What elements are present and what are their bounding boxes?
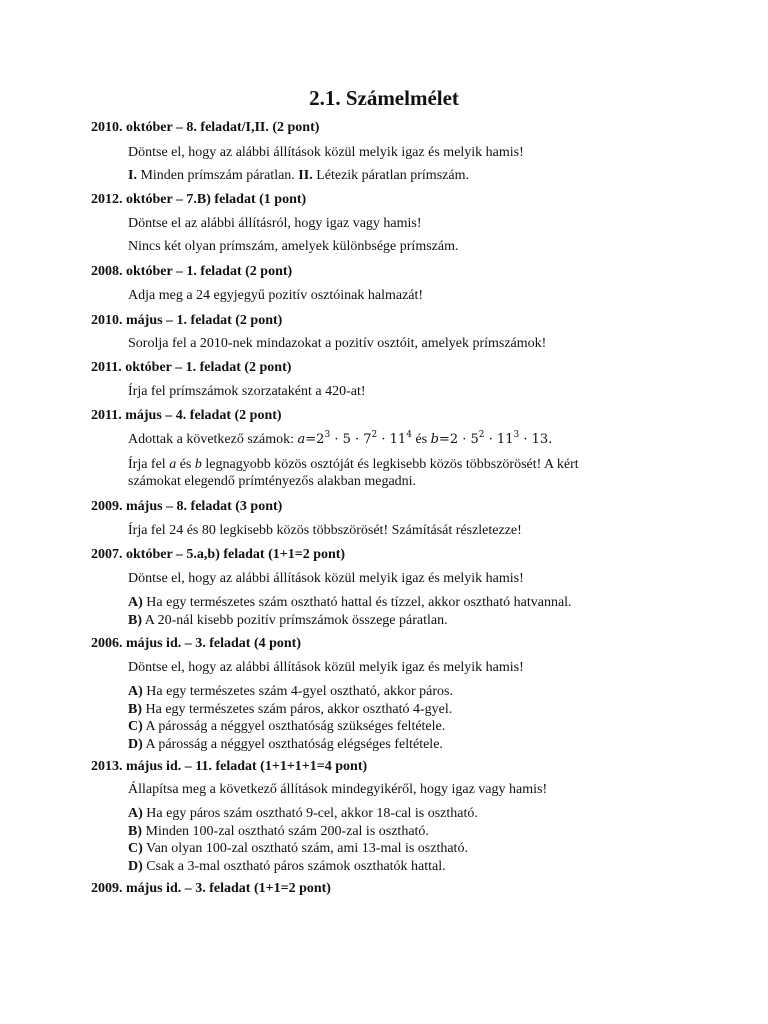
statement-label: I. (128, 168, 137, 183)
formula-and: és (415, 432, 428, 447)
problem-text: Adja meg a 24 egyjegyű pozitív osztóinak halmazát! (128, 288, 424, 303)
option-item: C) Van olyan 100-zal osztható szám, ami 13-mal is osztható. (128, 841, 468, 856)
option-list (128, 683, 453, 753)
option-list (128, 805, 478, 875)
problem-instruction: Állapítsa meg a következő állítások mindegyikéről, hogy igaz vagy hamis! (128, 782, 548, 797)
problem-header: 2011. május – 4. feladat (2 pont) (91, 408, 282, 423)
option-item: C) A párosság a néggyel oszthatóság szükséges feltétele. (128, 719, 446, 734)
problem-header: 2009. május id. – 3. feladat (1+1=2 pont) (91, 881, 331, 896)
problem-instruction: Döntse el, hogy az alábbi állítások közül melyik igaz és melyik hamis! (128, 145, 524, 160)
option-item: B) Ha egy természetes szám páros, akkor osztható 4-gyel. (128, 701, 453, 717)
problem-header: 2010. október – 8. feladat/I,II. (2 pont) (91, 120, 320, 135)
problem-statement: Nincs két olyan prímszám, amelyek különbsége prímszám. (128, 239, 459, 254)
problem-instruction: Döntse el, hogy az alábbi állítások közül melyik igaz és melyik hamis! (128, 571, 524, 586)
formula-line (128, 432, 552, 448)
problem-instruction: Döntse el, hogy az alábbi állítások közül melyik igaz és melyik hamis! (128, 660, 524, 675)
statement-label: II. (298, 168, 313, 183)
problem-header: 2008. október – 1. feladat (2 pont) (91, 264, 293, 279)
statement-text: Minden prímszám páratlan. (140, 168, 295, 183)
option-item: A) Ha egy páros szám osztható 9-cel, akkor 18-cal is osztható. (128, 806, 478, 821)
problem-header: 2012. október – 7.B) feladat (1 pont) (91, 192, 307, 207)
problem-text: Írja fel 24 és 80 legkisebb közös többszörösét! Számítását részletezze! (128, 523, 522, 538)
problem-text: Írja fel prímszámok szorzataként a 420-at! (128, 384, 366, 399)
problem-text: Sorolja fel a 2010-nek mindazokat a pozitív osztóit, amelyek prímszámok! (128, 336, 547, 351)
option-item: D) A párosság a néggyel oszthatóság elégséges feltétele. (128, 736, 443, 752)
problem-instruction: Döntse el az alábbi állításról, hogy igaz vagy hamis! (128, 216, 422, 231)
var-b: b (430, 432, 439, 447)
page-title: 2.1. Számelmélet (309, 86, 459, 110)
option-list (128, 594, 572, 629)
problem-header: 2013. május id. – 11. feladat (1+1+1+1=4 pont) (91, 759, 368, 774)
problem-header: 2011. október – 1. feladat (2 pont) (91, 360, 292, 375)
option-item: D) Csak a 3-mal osztható páros számok oszthatók hattal. (128, 858, 446, 874)
problem-header: 2009. május – 8. feladat (3 pont) (91, 499, 283, 514)
statement-line (128, 168, 469, 184)
option-item: A) Ha egy természetes szám 4-gyel osztható, akkor páros. (128, 684, 454, 699)
problem-header: 2006. május id. – 3. feladat (4 pont) (91, 636, 302, 651)
var-b: b (194, 457, 202, 472)
option-item: B) A 20-nál kisebb pozitív prímszámok összege páratlan. (128, 612, 448, 628)
statement-text: Létezik páratlan prímszám. (316, 168, 469, 183)
formula-a: $a=2^3 \cdot 5 \cdot 7^2 \cdot 11^4$ (297, 430, 412, 447)
var-a: a (297, 432, 306, 447)
option-item: B) Minden 100-zal osztható szám 200-zal is osztható. (128, 823, 429, 839)
problem-header: 2010. május – 1. feladat (2 pont) (91, 313, 283, 328)
problem-text-line: számokat elegendő prímtényezős alakban megadni. (128, 474, 417, 489)
option-item: A) Ha egy természetes szám osztható hattal és tízzel, akkor osztható hatvannal. (128, 595, 572, 610)
formula-b: $b=2 \cdot 5^2 \cdot 11^3 \cdot 13$. (430, 430, 553, 447)
problem-text-line: Írja fel a és b legnagyobb közös osztóját és legkisebb közös többszörösét! A kért (128, 457, 579, 472)
formula-intro: Adottak a következő számok: (128, 432, 295, 447)
var-a: a (169, 457, 177, 472)
problem-header: 2007. október – 5.a,b) feladat (1+1=2 pont) (91, 547, 346, 562)
